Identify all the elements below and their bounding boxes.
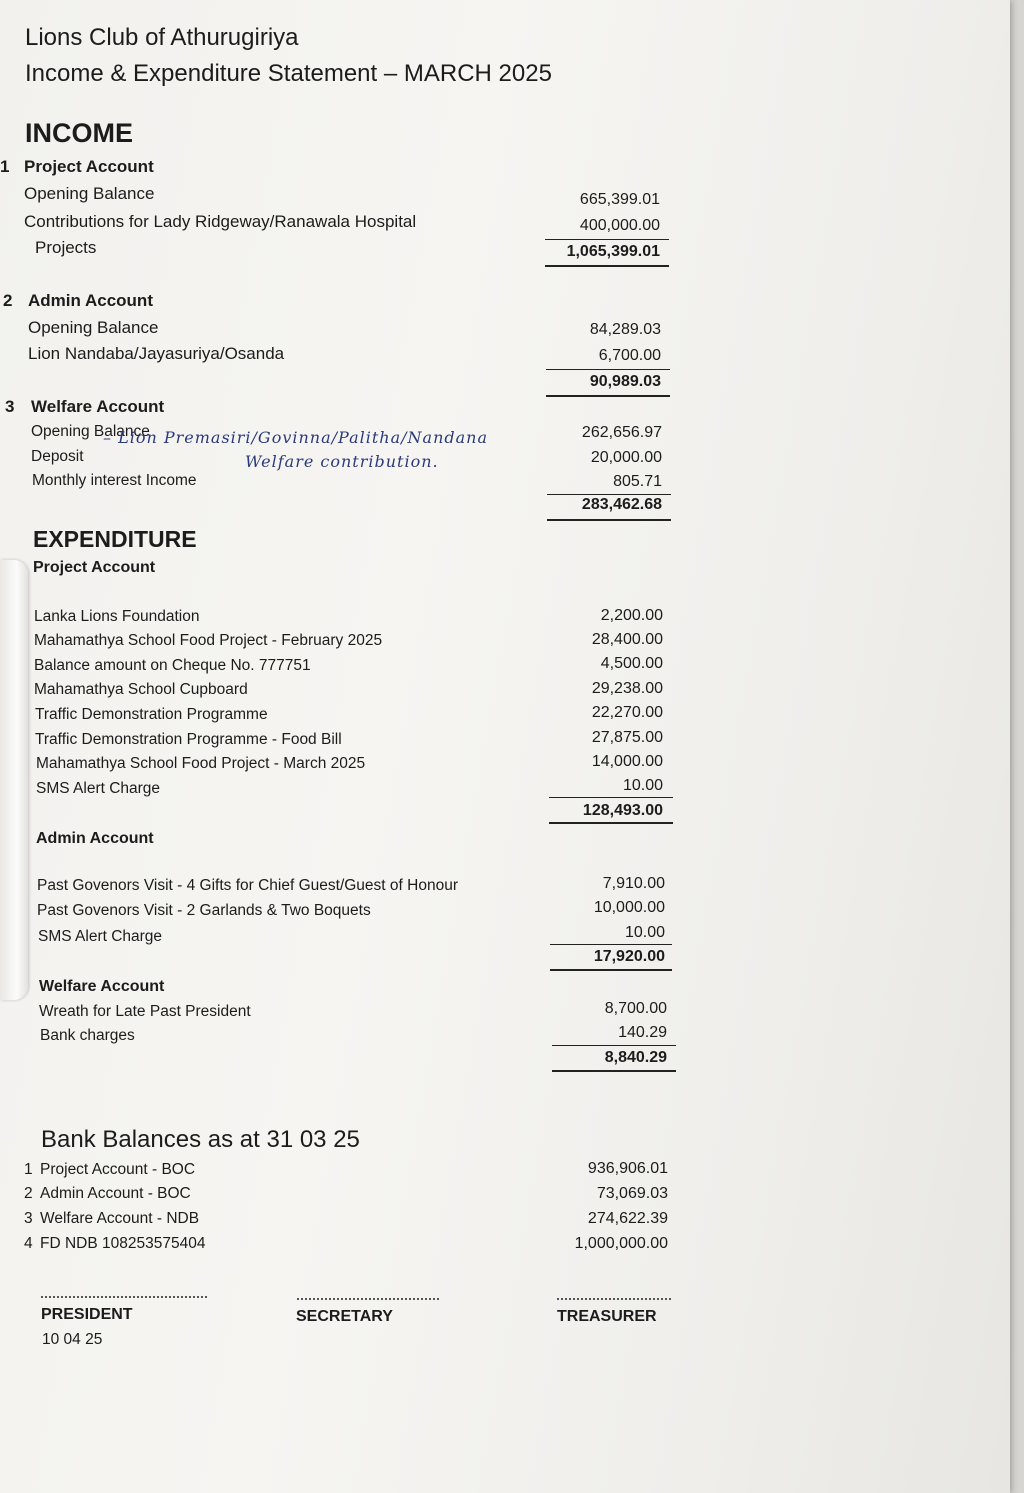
expenditure-project-row-label: Traffic Demonstration Programme <box>35 706 268 723</box>
bank-row-amount: 274,622.39 <box>587 1210 668 1227</box>
secretary-label: SECRETARY <box>296 1308 393 1325</box>
statement-title: Income & Expenditure Statement – MARCH 2025 <box>25 60 552 87</box>
income-admin-number: 2 <box>3 291 13 310</box>
income-admin-total: 90,989.03 <box>589 373 661 390</box>
divider <box>550 969 672 971</box>
treasurer-label: TREASURER <box>557 1308 657 1325</box>
treasurer-signature-line <box>557 1298 671 1300</box>
income-admin-row-label: Lion Nandaba/Jayasuriya/Osanda <box>28 344 285 363</box>
income-project-total: 1,065,399.01 <box>566 243 660 260</box>
income-welfare-row-amount: 805.71 <box>613 473 662 490</box>
income-welfare-row-label: Monthly interest Income <box>32 472 197 489</box>
expenditure-project-row-label: Mahamathya School Cupboard <box>34 681 248 698</box>
bank-balances-heading: Bank Balances as at 31 03 25 <box>41 1126 360 1153</box>
expenditure-project-row-label: Mahamathya School Food Project - March 2025 <box>36 755 366 772</box>
expenditure-project-row-amount: 27,875.00 <box>591 729 663 746</box>
divider <box>547 494 671 495</box>
bank-row-label: FD NDB 108253575404 <box>40 1235 206 1252</box>
expenditure-admin-row-label: Past Govenors Visit - 2 Garlands & Two Boquets <box>37 902 371 919</box>
bank-row-number: 3 <box>24 1210 33 1227</box>
income-project-total-label: Projects <box>35 238 97 257</box>
expenditure-project-total: 128,493.00 <box>582 802 663 819</box>
divider <box>549 822 673 824</box>
binder-clip <box>0 560 28 1000</box>
expenditure-project-row-amount: 29,238.00 <box>591 680 663 697</box>
bank-row-label: Admin Account - BOC <box>40 1185 191 1202</box>
income-project-row-label: Contributions for Lady Ridgeway/Ranawala Hospital <box>24 212 417 231</box>
income-project-title: Project Account <box>24 157 154 176</box>
bank-row-label: Welfare Account - NDB <box>40 1210 200 1227</box>
income-admin-row-label: Opening Balance <box>28 318 159 337</box>
income-welfare-total: 283,462.68 <box>581 496 662 513</box>
divider <box>547 519 671 521</box>
expenditure-welfare-row-label: Wreath for Late Past President <box>39 1003 251 1020</box>
bank-row-amount: 1,000,000.00 <box>574 1235 668 1252</box>
expenditure-admin-row-amount: 7,910.00 <box>602 875 665 892</box>
expenditure-welfare-row-amount: 8,700.00 <box>604 1000 667 1017</box>
divider <box>545 265 669 267</box>
expenditure-project-row-label: SMS Alert Charge <box>36 780 161 797</box>
bank-row-number: 1 <box>24 1161 33 1178</box>
expenditure-welfare-title: Welfare Account <box>39 978 165 995</box>
expenditure-welfare-total: 8,840.29 <box>604 1049 667 1066</box>
president-signature-line <box>41 1296 207 1298</box>
divider <box>546 395 670 397</box>
expenditure-project-title: Project Account <box>33 559 156 576</box>
income-project-row-amount: 665,399.01 <box>579 191 660 208</box>
income-welfare-row-label: Opening Balance <box>31 423 150 440</box>
expenditure-admin-title: Admin Account <box>36 830 154 847</box>
expenditure-admin-row-label: Past Govenors Visit - 4 Gifts for Chief Guest/Guest of Honour <box>37 877 458 894</box>
income-welfare-row-amount: 20,000.00 <box>590 449 662 466</box>
expenditure-project-row-amount: 28,400.00 <box>591 631 663 648</box>
divider <box>545 239 669 240</box>
bank-row-number: 4 <box>24 1235 33 1252</box>
income-project-number: 1 <box>0 157 10 176</box>
handwritten-note-line2: Welfare contribution. <box>245 452 439 471</box>
expenditure-welfare-row-label: Bank charges <box>40 1027 135 1044</box>
income-project-row-label: Opening Balance <box>24 184 155 203</box>
expenditure-admin-row-amount: 10,000.00 <box>593 899 665 916</box>
expenditure-admin-total: 17,920.00 <box>593 948 665 965</box>
income-welfare-title: Welfare Account <box>31 397 165 416</box>
expenditure-project-row-amount: 10.00 <box>622 777 663 794</box>
income-admin-row-amount: 6,700.00 <box>598 347 661 364</box>
expenditure-project-row-label: Traffic Demonstration Programme - Food Bill <box>35 731 342 748</box>
expenditure-admin-row-amount: 10.00 <box>624 924 665 941</box>
expenditure-project-row-amount: 22,270.00 <box>591 704 663 721</box>
income-welfare-number: 3 <box>5 397 15 416</box>
divider <box>552 1070 676 1072</box>
expenditure-project-row-label: Balance amount on Cheque No. 777751 <box>34 657 311 674</box>
club-name: Lions Club of Athurugiriya <box>25 24 299 51</box>
president-date: 10 04 25 <box>42 1331 103 1348</box>
expenditure-project-row-label: Mahamathya School Food Project - February 2025 <box>34 632 383 649</box>
expenditure-admin-row-label: SMS Alert Charge <box>38 928 163 945</box>
handwritten-note-line1: – Lion Premasiri/Govinna/Palitha/Nandana <box>103 428 488 447</box>
expenditure-project-row-amount: 2,200.00 <box>600 607 663 624</box>
expenditure-welfare-row-amount: 140.29 <box>618 1024 667 1041</box>
income-project-row-amount: 400,000.00 <box>579 217 660 234</box>
expenditure-heading: EXPENDITURE <box>33 526 197 552</box>
income-welfare-row-label: Deposit <box>31 448 84 465</box>
income-admin-title: Admin Account <box>28 291 153 310</box>
divider <box>549 797 673 798</box>
expenditure-project-row-label: Lanka Lions Foundation <box>34 608 200 625</box>
bank-row-label: Project Account - BOC <box>40 1161 196 1178</box>
secretary-signature-line <box>297 1298 439 1300</box>
income-admin-row-amount: 84,289.03 <box>589 321 661 338</box>
bank-row-amount: 936,906.01 <box>587 1160 668 1177</box>
income-welfare-row-amount: 262,656.97 <box>581 424 662 441</box>
divider <box>550 944 672 945</box>
divider <box>552 1045 676 1046</box>
divider <box>546 369 670 370</box>
president-label: PRESIDENT <box>41 1306 133 1323</box>
income-heading: INCOME <box>25 118 133 148</box>
expenditure-project-row-amount: 14,000.00 <box>591 753 663 770</box>
bank-row-number: 2 <box>24 1185 33 1202</box>
bank-row-amount: 73,069.03 <box>596 1185 668 1202</box>
expenditure-project-row-amount: 4,500.00 <box>600 655 663 672</box>
